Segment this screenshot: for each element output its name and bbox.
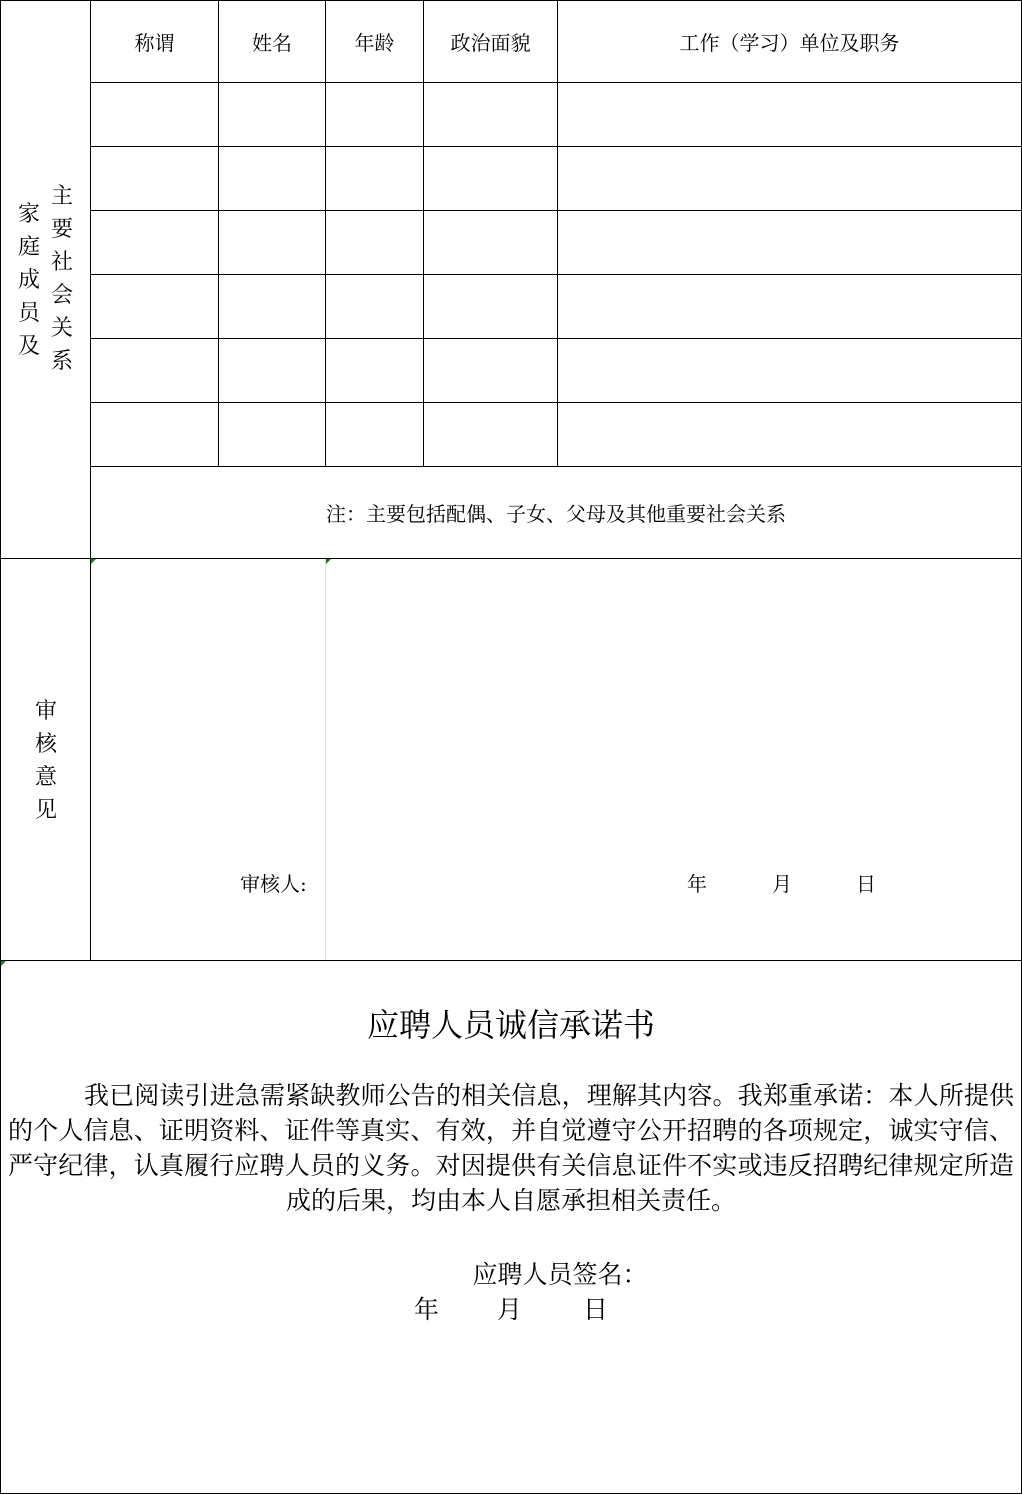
cell-name[interactable]	[219, 83, 325, 146]
pledge-date-month: 月	[497, 1295, 523, 1324]
review-side-label: 审核意见	[34, 699, 57, 823]
cell-marker	[326, 559, 331, 564]
cell-age[interactable]	[326, 339, 423, 402]
column-header-political-status: 政治面貌	[450, 30, 531, 55]
signature-label: 应聘人员签名：	[472, 1260, 648, 1289]
cell-name[interactable]	[219, 339, 325, 402]
cell-relation[interactable]	[91, 83, 218, 146]
review-date-year: 年	[687, 872, 707, 896]
pledge-body: 我已阅读引进急需紧缺教师公告的相关信息，理解其内容。我郑重承诺：本人所提供的个人信息、证明资料、证件等真实、有效，并自觉遵守公开招聘的各项规定，诚实守信、严守纪律，认真履行应聘人员的义务。对因提供有关信息证件不实或违反招聘纪律规定所造成的后果，均由本人自愿承担相关责任。	[8, 1081, 1014, 1215]
pledge-date-year: 年	[414, 1295, 440, 1324]
column-header-age: 年龄	[354, 30, 395, 55]
review-date-month: 月	[772, 872, 792, 896]
cell-name[interactable]	[219, 275, 325, 338]
cell-work-unit[interactable]	[558, 275, 1020, 338]
pledge-date-day: 日	[583, 1295, 609, 1324]
cell-political-status[interactable]	[424, 339, 557, 402]
divider	[325, 559, 326, 960]
column-header-relation: 称谓	[134, 30, 175, 55]
column-header-name: 姓名	[252, 30, 292, 55]
review-opinion-cell[interactable]	[91, 559, 325, 960]
cell-work-unit[interactable]	[558, 147, 1020, 210]
cell-age[interactable]	[326, 147, 423, 210]
cell-marker	[1, 961, 6, 966]
column-header-work-unit: 工作（学习）单位及职务	[679, 30, 900, 55]
cell-relation[interactable]	[91, 403, 218, 466]
reviewer-label: 审核人:	[240, 872, 307, 896]
cell-work-unit[interactable]	[558, 83, 1020, 146]
family-side-label-1: 家庭成员及	[17, 202, 40, 359]
pledge-title: 应聘人员诚信承诺书	[366, 1006, 655, 1044]
cell-work-unit[interactable]	[558, 211, 1020, 274]
family-side-label-2: 主要社会关系	[50, 184, 73, 374]
cell-work-unit[interactable]	[558, 339, 1020, 402]
cell-relation[interactable]	[91, 211, 218, 274]
cell-political-status[interactable]	[424, 83, 557, 146]
cell-political-status[interactable]	[424, 211, 557, 274]
cell-political-status[interactable]	[424, 403, 557, 466]
cell-age[interactable]	[326, 211, 423, 274]
family-note: 注：主要包括配偶、子女、父母及其他重要社会关系	[326, 502, 786, 526]
cell-relation[interactable]	[91, 147, 218, 210]
cell-relation[interactable]	[91, 339, 218, 402]
divider	[0, 960, 1022, 961]
cell-name[interactable]	[219, 147, 325, 210]
cell-work-unit[interactable]	[558, 403, 1020, 466]
cell-political-status[interactable]	[424, 147, 557, 210]
cell-age[interactable]	[326, 83, 423, 146]
cell-relation[interactable]	[91, 275, 218, 338]
review-date-day: 日	[856, 872, 876, 896]
cell-age[interactable]	[326, 275, 423, 338]
cell-name[interactable]	[219, 403, 325, 466]
cell-name[interactable]	[219, 211, 325, 274]
cell-age[interactable]	[326, 403, 423, 466]
cell-political-status[interactable]	[424, 275, 557, 338]
